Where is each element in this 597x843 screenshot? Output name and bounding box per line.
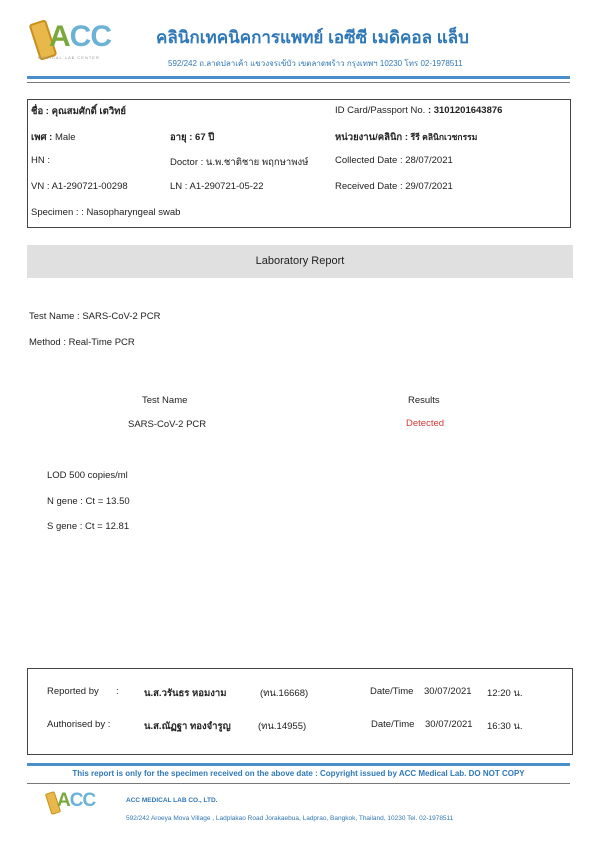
authorised-date: 30/07/2021	[425, 719, 473, 730]
signature-box	[27, 668, 573, 755]
patient-name: ชื่อ : คุณสมศักดิ์ เตวิทย์	[31, 106, 126, 117]
id-card-label: ID Card/Passport No.	[335, 105, 426, 116]
agency-value: รีรี คลินิกเวชกรรม	[410, 132, 478, 142]
footer-company-address: 592/242 Aroeya Mova Village , Ladplakao Road Jorakaebua, Ladprao, Bangkok, Thailand, 10230 Tel. 02-1978511	[126, 815, 454, 822]
header-divider-grey	[27, 82, 570, 83]
reported-date: 30/07/2021	[424, 686, 472, 697]
authorised-by-label: Authorised by :	[47, 719, 111, 730]
received-date-field: Received Date : 29/07/2021	[335, 181, 453, 192]
sex-field	[31, 130, 76, 145]
s-gene-ct: S gene : Ct = 12.81	[47, 521, 130, 532]
result-row-value: Detected	[406, 418, 445, 429]
test-name-field: Test Name : SARS-CoV-2 PCR	[29, 311, 161, 322]
collected-date-field: Collected Date : 28/07/2021	[335, 155, 453, 166]
authorised-by-license: (ทน.14955)	[258, 721, 307, 732]
vn-field: VN : A1-290721-00298	[31, 181, 128, 192]
clinic-address: 592/242 ถ.ลาดปลาเค้า แขวงจรเข้บัว เขตลาดพร้าว กรุงเทพฯ 10230 โทร 02-1978511	[168, 59, 463, 68]
clinic-name: คลินิกเทคนิคการแพทย์ เอซีซี เมดิคอล แล็บ	[156, 28, 469, 47]
agency-label: หน่วยงาน/คลินิก :	[335, 132, 408, 143]
id-card-value: : 3101201643876	[427, 105, 503, 116]
ln-field: LN : A1-290721-05-22	[170, 181, 264, 192]
method-field: Method : Real-Time PCR	[29, 337, 135, 348]
footer-acc-logo: ACC	[57, 790, 96, 811]
specimen-field: Specimen : : Nasopharyngeal swab	[31, 207, 181, 218]
logo-subtitle: MEDICAL LAB CENTER	[38, 55, 100, 60]
reported-by-label: Reported by	[47, 686, 99, 697]
footer-company-name: ACC MEDICAL LAB CO., LTD.	[126, 797, 218, 804]
footer-disclaimer: This report is only for the specimen received on the above date : Copyright issued by ACC Medical Lab. DO NOT COPY	[72, 769, 525, 778]
acc-logo: ACC	[49, 20, 112, 53]
reported-by-colon: :	[116, 686, 119, 697]
agency-field	[335, 130, 477, 145]
authorised-time: 16:30 น.	[487, 721, 523, 732]
reported-by-license: (ทน.16668)	[260, 688, 309, 699]
header-divider-blue	[27, 76, 570, 79]
footer-divider-blue	[27, 763, 570, 766]
lod-note: LOD 500 copies/ml	[47, 470, 128, 481]
report-title-bar	[27, 245, 573, 278]
reported-by-name: น.ส.วรันธร หอมงาม	[144, 688, 227, 699]
authorised-datetime-label: Date/Time	[371, 719, 415, 730]
hn-field: HN :	[31, 155, 50, 166]
doctor-field: Doctor : น.พ.ชาติชาย พฤกษาพงษ์	[170, 157, 309, 168]
result-row-test: SARS-CoV-2 PCR	[128, 419, 207, 430]
sex-value: Male	[54, 132, 76, 143]
age-field: อายุ : 67 ปี	[170, 132, 215, 143]
col-header-test-name: Test Name	[142, 395, 188, 406]
reported-datetime-label: Date/Time	[370, 686, 414, 697]
n-gene-ct: N gene : Ct = 13.50	[47, 496, 130, 507]
footer-divider-grey	[27, 783, 570, 784]
col-header-results: Results	[408, 395, 440, 406]
sex-label: เพศ :	[31, 132, 53, 143]
report-title: Laboratory Report	[255, 255, 345, 267]
id-card-field	[335, 105, 502, 116]
reported-time: 12:20 น.	[487, 688, 523, 699]
authorised-by-name: น.ส.ณัฏฐา ทองจำรูญ	[144, 721, 231, 732]
